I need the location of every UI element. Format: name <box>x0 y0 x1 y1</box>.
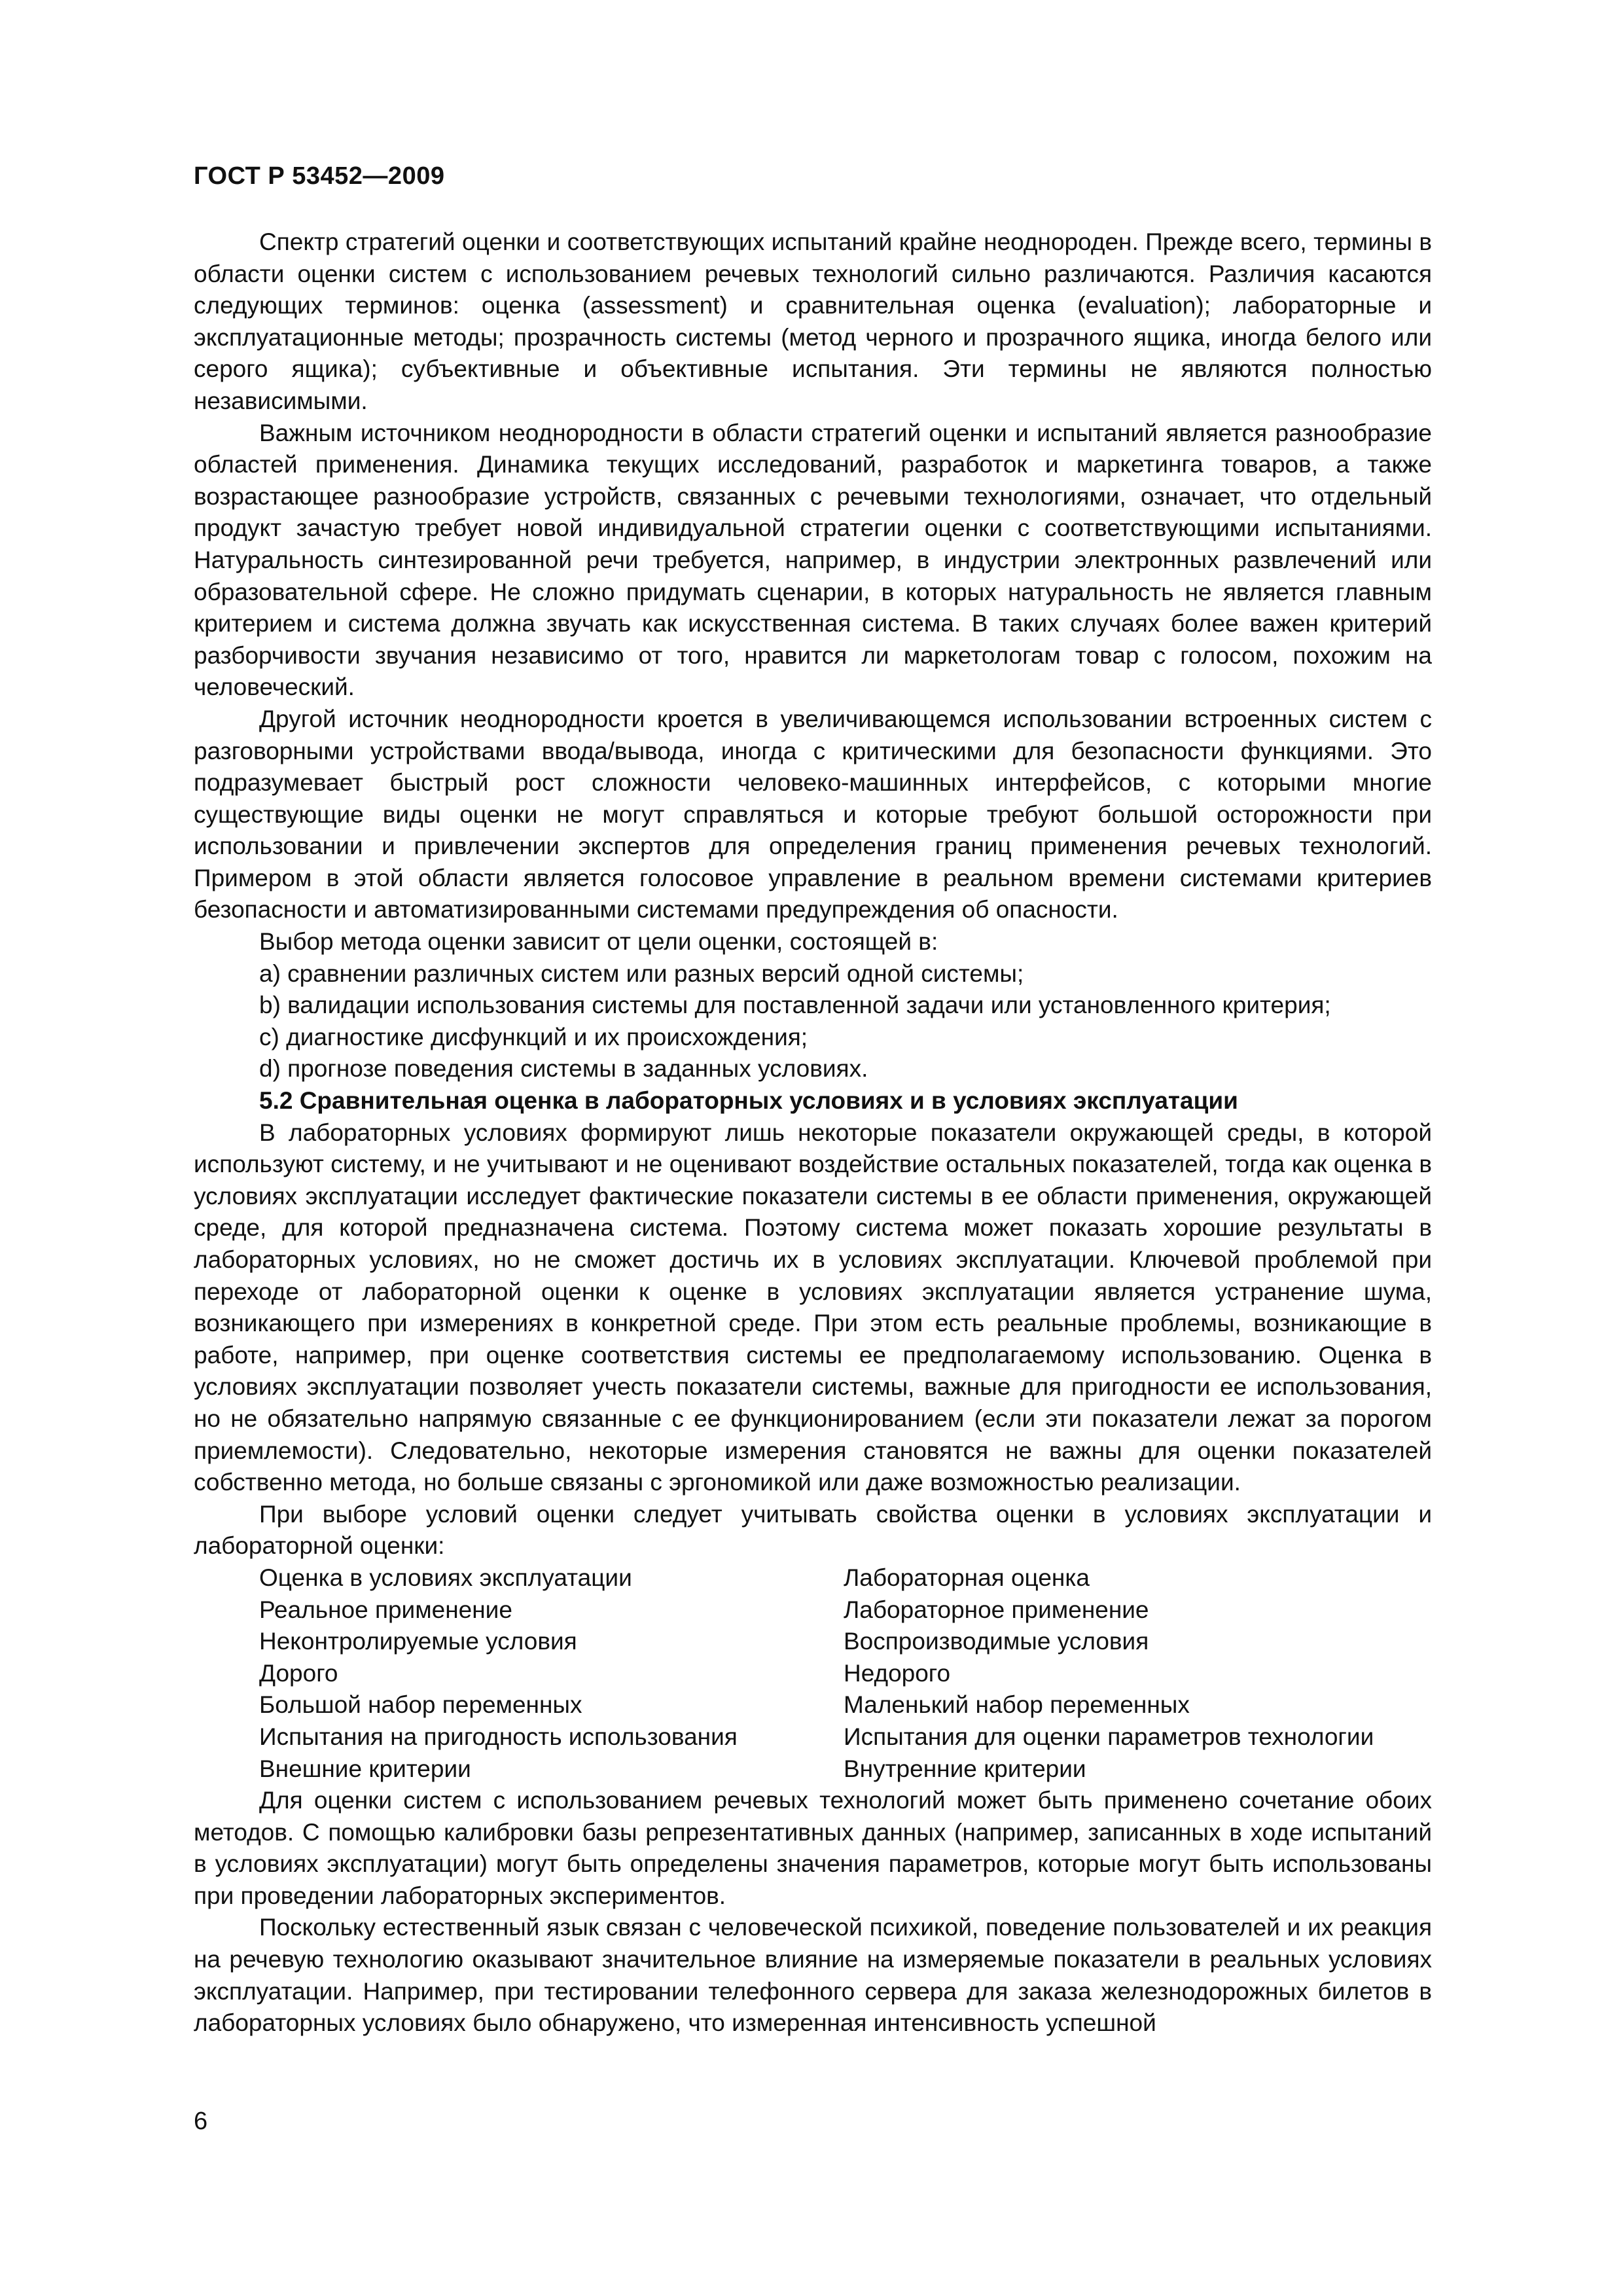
paragraph: В лабораторных условиях формируют лишь некоторые показатели окружающей среды, в которой используют систему, и не учитывают и не оценивают воздействие остальных показателей, тогда как оценка в условиях эксплуатации исследует фактические показатели системы в ее области применения, окружающей среде, для которой предназначена система. Поэтому система может показать хорошие результаты в лабораторных условиях, но не сможет достичь их в условиях эксплуатации. Ключевой проблемой при переходе от лабораторной оценки к оценке в условиях эксплуатации является устранение шума, возникающего при измерениях в конкретной среде. При этом есть реальные проблемы, возникающие в работе, например, при оценке соответствия системы ее предполагаемому использованию. Оценка в условиях эксплуатации позволяет учесть показатели системы, важные для пригодности ее использования, но не обязательно напрямую связанные с ее функционированием (если эти показатели лежат за порогом приемлемости). Следовательно, некоторые измерения становятся не важны для оценки показателей собственно метода, но больше связаны с эргономикой или даже возможностью реализации. <box>194 1119 1432 1496</box>
comparison-row <box>259 1658 1432 1690</box>
comparison-field-item: Внешние критерии <box>259 1755 471 1782</box>
paragraph: Поскольку естественный язык связан с человеческой психикой, поведение пользователей и их реакция на речевую технологию оказывают значительное влияние на измеряемые показатели в реальных условиях эксплуатации. Например, при тестировании телефонного сервера для заказа железнодорожных билетов в лабораторных условиях было обнаружено, что измеренная интенсивность успешной <box>194 1914 1432 2037</box>
list-item-a: a) сравнении различных систем или разных версий одной системы; <box>259 960 1024 987</box>
comparison-row <box>259 1721 1432 1753</box>
paragraph: Другой источник неоднородности кроется в увеличивающемся использовании встроенных систем с разговорными устройствами ввода/вывода, иногда с критическими для безопасности функциями. Это подразумевает быстрый рост сложности человеко-машинных интерфейсов, с которыми многие существующие виды оценки не могут справляться и которые требуют большой осторожности при использовании и привлечении экспертов для определения границ применения речевых технологий. Примером в этой области является голосовое управление в реальном времени системами критериев безопасности и автоматизированными системами предупреждения об опасности. <box>194 705 1432 924</box>
list-item-b: b) валидации использования системы для поставленной задачи или установленного критерия; <box>259 992 1331 1019</box>
comparison-row <box>259 1562 1432 1594</box>
paragraph: Выбор метода оценки зависит от цели оценки, состоящей в: <box>259 928 938 956</box>
comparison-field-item: Неконтролируемые условия <box>259 1628 577 1655</box>
comparison-lab-item: Недорого <box>844 1659 951 1687</box>
document-body <box>194 226 1432 2039</box>
comparison-lab-item: Лабораторное применение <box>844 1596 1149 1623</box>
comparison-list <box>194 1562 1432 1785</box>
comparison-row <box>259 1753 1432 1785</box>
comparison-field-item: Оценка в условиях эксплуатации <box>259 1564 632 1591</box>
page-number: 6 <box>194 2108 208 2135</box>
comparison-row <box>259 1689 1432 1721</box>
comparison-field-item: Испытания на пригодность использования <box>259 1723 738 1750</box>
comparison-lab-item: Внутренние критерии <box>844 1755 1086 1782</box>
comparison-lab-item: Испытания для оценки параметров технологии <box>844 1723 1374 1750</box>
comparison-field-item: Реальное применение <box>259 1596 512 1623</box>
paragraph: Для оценки систем с использованием речевых технологий может быть применено сочетание обоих методов. С помощью калибровки базы репрезентативных данных (например, записанных в ходе испытаний в условиях эксплуатации) могут быть определены значения параметров, которые могут быть использованы при проведении лабораторных экспериментов. <box>194 1787 1432 1909</box>
paragraph: Спектр стратегий оценки и соответствующих испытаний крайне неоднороден. Прежде всего, термины в области оценки систем с использованием речевых технологий сильно различаются. Различия касаются следующих терминов: оценка (assessment) и сравнительная оценка (evaluation); лабораторные и эксплуатационные методы; прозрачность системы (метод черного и прозрачного ящика, иногда белого или серого ящика); субъективные и объективные испытания. Эти термины не являются полностью независимыми. <box>194 228 1432 414</box>
paragraph: При выборе условий оценки следует учитывать свойства оценки в условиях эксплуатации и лабораторной оценки: <box>194 1500 1432 1560</box>
paragraph: Важным источником неоднородности в области стратегий оценки и испытаний является разнообразие областей применения. Динамика текущих исследований, разработок и маркетинга товаров, а также возрастающее разнообразие устройств, связанных с речевыми технологиями, означает, что отдельный продукт зачастую требует новой индивидуальной стратегии оценки с соответствующими испытаниями. Натуральность синтезированной речи требуется, например, в индустрии электронных развлечений или образовательной сфере. Не сложно придумать сценарии, в которых натуральность не является главным критерием и система должна звучать как искусственная система. В таких случаях более важен критерий разборчивости звучания независимо от того, нравится ли маркетологам товар с голосом, похожим на человеческий. <box>194 419 1432 701</box>
list-item-d: d) прогнозе поведения системы в заданных условиях. <box>259 1055 868 1083</box>
comparison-lab-item: Лабораторная оценка <box>844 1564 1090 1591</box>
section-heading: 5.2 Сравнительная оценка в лабораторных условиях и в условиях эксплуатации <box>259 1087 1238 1115</box>
comparison-field-item: Большой набор переменных <box>259 1691 582 1719</box>
comparison-field-item: Дорого <box>259 1659 338 1687</box>
comparison-row <box>259 1594 1432 1626</box>
comparison-row <box>259 1626 1432 1658</box>
comparison-lab-item: Воспроизводимые условия <box>844 1628 1149 1655</box>
comparison-lab-item: Маленький набор переменных <box>844 1691 1190 1719</box>
document-header: ГОСТ Р 53452—2009 <box>194 162 445 190</box>
list-item-c: c) диагностике дисфункций и их происхождения; <box>259 1023 808 1050</box>
